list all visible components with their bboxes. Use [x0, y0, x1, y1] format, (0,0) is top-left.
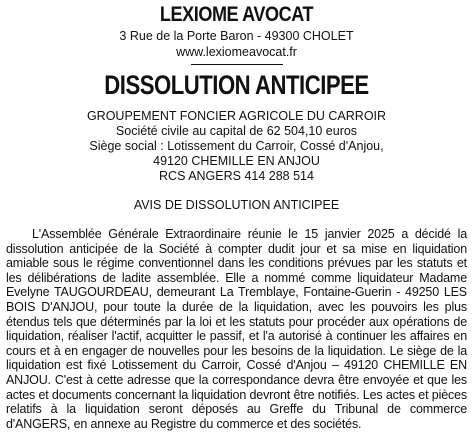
- company-info: [6, 109, 467, 184]
- firm-name: LEXIOME AVOCAT: [159, 3, 314, 26]
- header-divider: [191, 64, 283, 65]
- company-name: GROUPEMENT FONCIER AGRICOLE DU CARROIR: [86, 109, 387, 123]
- notice-title: AVIS DE DISSOLUTION ANTICIPEE: [133, 198, 340, 212]
- firm-address: 3 Rue de la Porte Baron - 49300 CHOLET: [119, 29, 354, 43]
- notice-headline: DISSOLUTION ANTICIPEE: [104, 70, 369, 100]
- notice-body: L'Assemblée Générale Extraordinaire réunie le 15 janvier 2025 a décidé la dissolution anticipée de la Société à compter dudit jour et sa mise en liquidation amiable sous le régime conventionnel dans les conditions prévues par les statuts et les délibérations de ladite assemblée. Elle a nommé comme liquidateur Madame Evelyne TAUGOURDEAU, demeurant La Tremblaye, Fontaine-Guerin - 49250 LES BOIS D'ANJOU, pour toute la durée de la liquidation, avec les pouvoirs les plus étendus tels que déterminés par la loi et les statuts pour procéder aux opérations de liquidation, réaliser l'actif, acquitter le passif, et l'a autorisé à continuer les affaires en cours et à en engager de nouvelles pour les besoins de la liquidation. Le siège de la liquidation est fixé Lotissement du Carroir, Cossé d'Anjou – 49120 CHEMILLE EN ANJOU. C'est à cette adresse que la correspondance devra être envoyée et que les actes et documents concernant la liquidation devront être notifiés. Les actes et pièces relatifs à la liquidation seront déposés au Greffe du Tribunal de commerce d'ANGERS, en annexe au Registre du commerce et des sociétés.: [6, 227, 467, 431]
- company-seat-line1: Siège social : Lotissement du Carroir, Cossé d'Anjou,: [89, 139, 384, 153]
- firm-header: [6, 2, 467, 65]
- company-rcs: RCS ANGERS 414 288 514: [159, 169, 314, 183]
- company-capital: Société civile au capital de 62 504,10 euros: [115, 124, 358, 138]
- company-seat-line2: 49120 CHEMILLE EN ANJOU: [153, 154, 320, 168]
- firm-website: www.lexiomeavocat.fr: [176, 45, 297, 59]
